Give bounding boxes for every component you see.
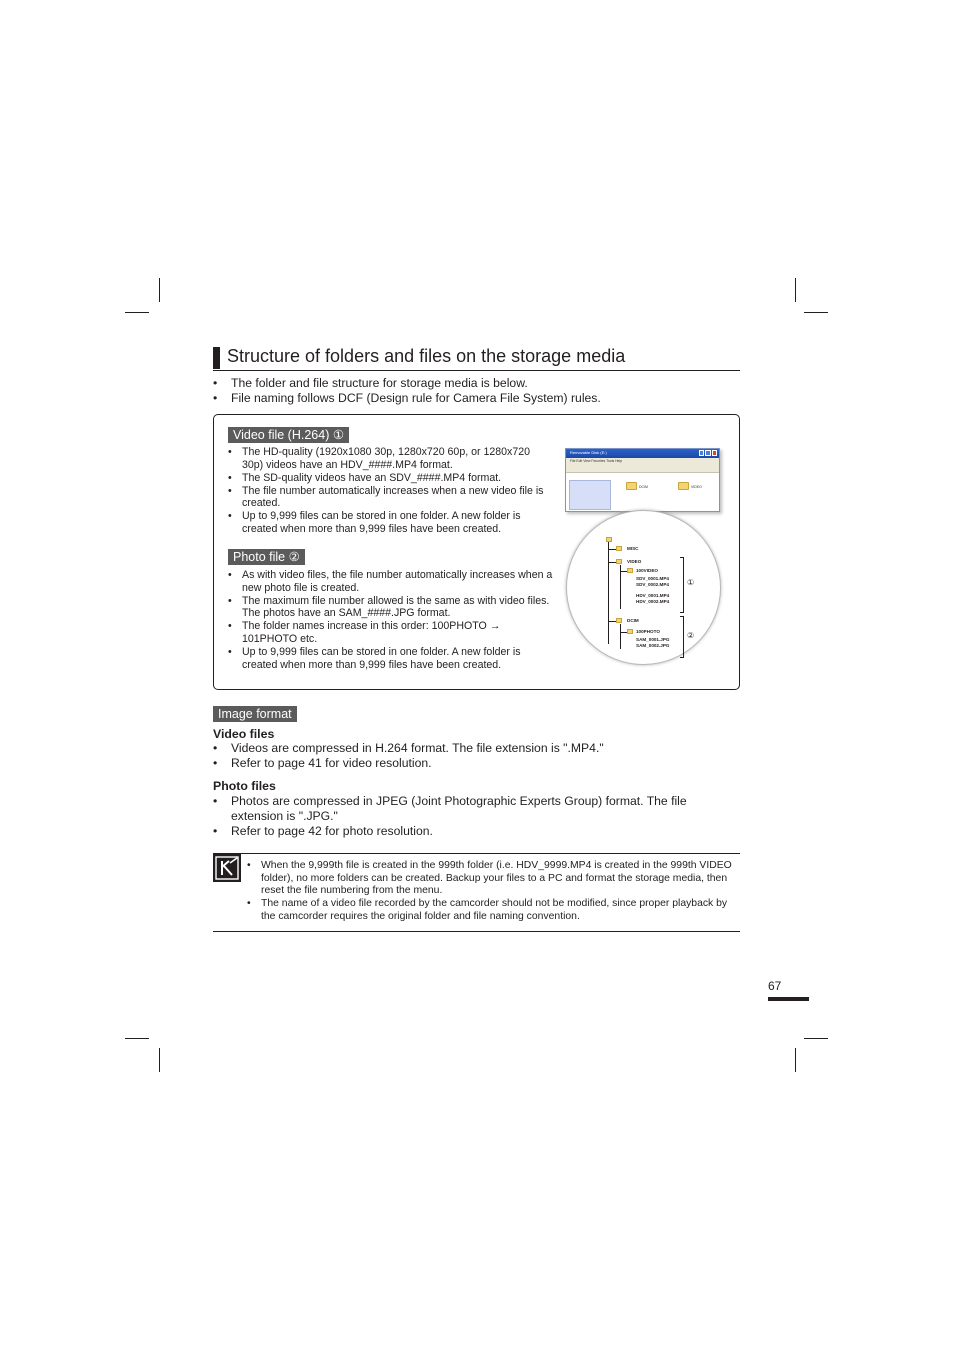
list-item: • Refer to page 42 for photo resolution. xyxy=(213,824,740,839)
intro-list xyxy=(213,376,740,406)
video-file-label: Video file (H.264) ① xyxy=(228,427,349,443)
list-item: • Photos are compressed in JPEG (Joint Photographic Experts Group) format. The file extension is ".JPG." xyxy=(213,794,740,824)
list-item: • Refer to page 41 for video resolution. xyxy=(213,756,740,771)
crop-mark xyxy=(125,1038,149,1039)
video-files-list xyxy=(213,741,740,771)
list-item: • The folder names increase in this order: 100PHOTO → 101PHOTO etc. xyxy=(228,620,553,645)
list-item: • The SD-quality videos have an SDV_####.MP4 format. xyxy=(228,472,553,485)
tree-node-100photo: 100PHOTO xyxy=(636,629,660,634)
tree-node-misc: MISC xyxy=(627,546,639,551)
list-item: • The name of a video file recorded by the camcorder should not be modified, since proper playback by the camcorder requires the original folder and file naming convention. xyxy=(247,898,740,923)
folder-label: VIDEO xyxy=(691,485,702,489)
tree-node-file: HDV_0001.MP4 xyxy=(636,593,670,598)
folder-icon xyxy=(627,568,633,573)
bracket xyxy=(680,557,684,613)
explorer-window-illustration xyxy=(565,448,720,512)
window-title: Removable Disk (E:) xyxy=(570,450,607,455)
tree-line xyxy=(608,542,609,644)
crop-mark xyxy=(804,312,828,313)
window-task-pane xyxy=(569,480,611,510)
note-icon-glyph xyxy=(213,854,241,882)
tree-line xyxy=(620,624,621,649)
list-item: • Up to 9,999 files can be stored in one folder. A new folder is created when more than 9,999 files have been created. xyxy=(228,510,553,535)
crop-mark xyxy=(159,1048,160,1072)
tree-node-file: SAM_0001.JPG xyxy=(636,637,670,642)
page-number-bar xyxy=(768,997,809,1001)
tree-node-file: HDV_0002.MP4 xyxy=(636,599,670,604)
image-format-label: Image format xyxy=(213,706,297,722)
folder-icon xyxy=(616,559,622,564)
list-item: • Up to 9,999 files can be stored in one folder. A new folder is created when more than 9,999 files have been created. xyxy=(228,646,553,671)
list-item: • When the 9,999th file is created in the 999th folder (i.e. HDV_9999.MP4 is created in the 999th VIDEO folder), no more folders can be created. Backup your files to a PC and format the storage media, then reset the file numbering from the menu. xyxy=(247,860,740,898)
window-titlebar xyxy=(566,449,719,458)
video-files-heading: Video files xyxy=(213,727,275,741)
tree-node-file: SDV_0001.MP4 xyxy=(636,576,669,581)
folder-icon xyxy=(616,618,622,623)
video-file-list xyxy=(228,446,553,536)
list-item: • As with video files, the file number automatically increases when a new photo file is created. xyxy=(228,569,553,594)
note-list xyxy=(247,860,740,924)
page-number: 67 xyxy=(768,979,782,993)
crop-mark xyxy=(804,1038,828,1039)
bracket xyxy=(680,616,684,658)
folder-icon xyxy=(626,482,637,490)
list-item: • The folder and file structure for storage media is below. xyxy=(213,376,740,391)
photo-files-heading: Photo files xyxy=(213,779,276,793)
folder-icon xyxy=(606,537,612,542)
page-title-text: Structure of folders and files on the storage media xyxy=(227,346,626,366)
marker-2: ② xyxy=(687,631,695,640)
list-item: • The maximum file number allowed is the same as with video files. The photos have an SAM_####.JPG format. xyxy=(228,595,553,620)
tree-node-dcim: DCIM xyxy=(627,618,639,623)
folder-icon xyxy=(627,629,633,634)
folder-icon xyxy=(616,546,622,551)
note-box xyxy=(213,853,740,932)
list-item: • File naming follows DCF (Design rule for Camera File System) rules. xyxy=(213,391,740,406)
tree-node-100video: 100VIDEO xyxy=(636,568,658,573)
window-toolbar xyxy=(566,464,719,473)
marker-1: ① xyxy=(687,578,695,587)
tree-node-video: VIDEO xyxy=(627,559,642,564)
tree-node-file: SAM_0002.JPG xyxy=(636,643,670,648)
folder-label: DCIM xyxy=(639,485,648,489)
page-title xyxy=(213,347,740,371)
crop-mark xyxy=(125,312,149,313)
window-menubar: File Edit View Favorites Tools Help xyxy=(566,458,719,464)
list-item: • Videos are compressed in H.264 format. The file extension is ".MP4." xyxy=(213,741,740,756)
photo-file-list xyxy=(228,569,553,672)
list-item: • The file number automatically increases when a new video file is created. xyxy=(228,485,553,510)
title-bar xyxy=(213,347,220,369)
tree-node-file: SDV_0002.MP4 xyxy=(636,582,669,587)
note-icon xyxy=(213,854,241,882)
list-item: • The HD-quality (1920x1080 30p, 1280x720 60p, or 1280x720 30p) videos have an HDV_####.MP4 format. xyxy=(228,446,553,471)
window-buttons xyxy=(699,450,717,456)
crop-mark xyxy=(795,1048,796,1072)
folder-icon xyxy=(678,482,689,490)
photo-files-list xyxy=(213,794,740,839)
crop-mark xyxy=(159,278,160,302)
photo-file-label: Photo file ② xyxy=(228,549,305,565)
crop-mark xyxy=(795,278,796,302)
